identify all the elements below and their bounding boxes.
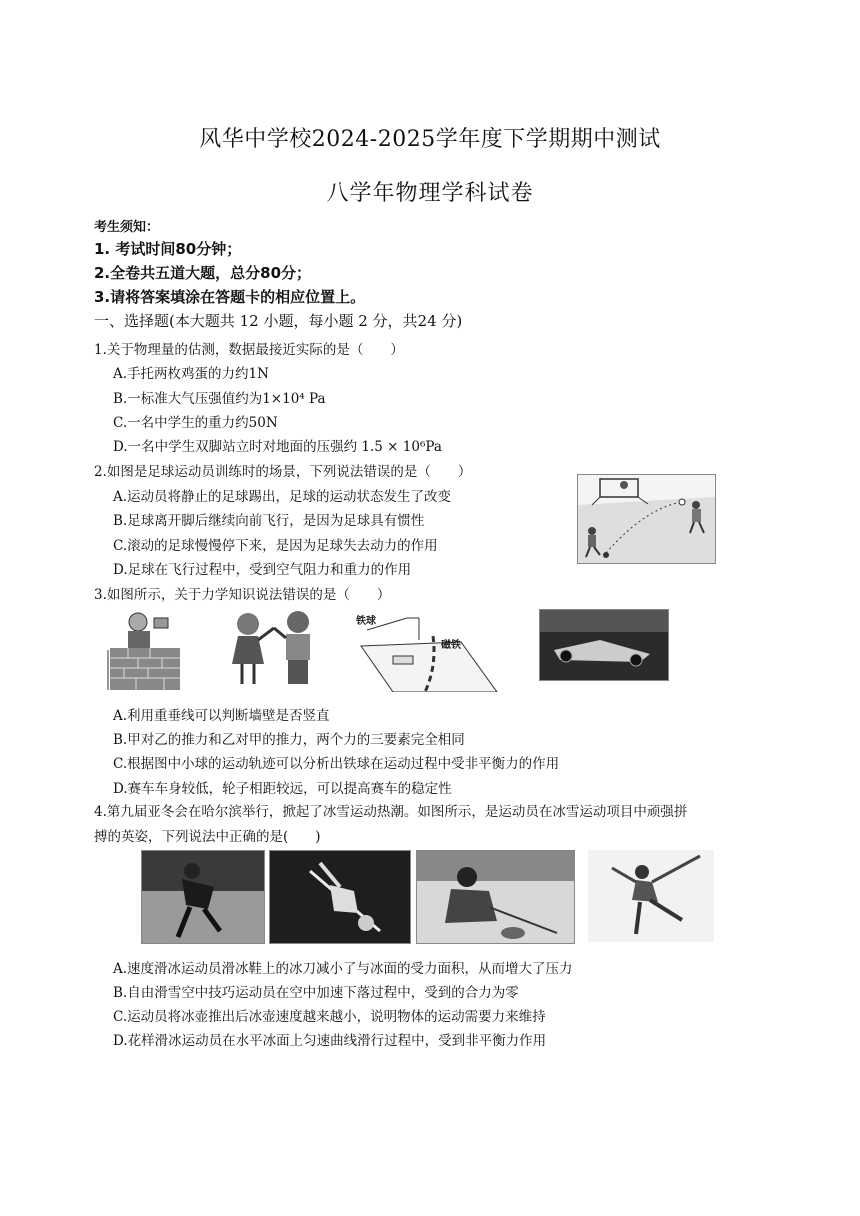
curling-photo: [416, 850, 575, 944]
plumb-line-wall-figure: [104, 606, 184, 692]
question-3-option-d: D.赛车车身较低，轮子相距较远，可以提高赛车的稳定性: [113, 781, 452, 797]
question-4-option-b: B.自由滑雪空中技巧运动员在空中加速下落过程中，受到的合力为零: [113, 985, 519, 1001]
figure-skating-photo: [588, 850, 714, 942]
section-title: 一、选择题(本大题共 12 小题，每小题 2 分，共24 分): [94, 312, 463, 330]
iron-ball-magnet-figure: [353, 606, 499, 692]
child-boy-icon: [274, 611, 310, 684]
question-2-option-d: D.足球在飞行过程中，受到空气阻力和重力的作用: [113, 562, 412, 578]
question-2-option-c: C.滚动的足球慢慢停下来，是因为足球失去动力的作用: [113, 538, 438, 554]
question-1-stem: 1.关于物理量的估测，数据最接近实际的是（ ）: [94, 342, 404, 358]
question-2-stem: 2.如图是足球运动员训练时的场景，下列说法错误的是（ ）: [94, 464, 472, 480]
race-car-icon: [554, 640, 650, 666]
school-title: 风华中学校2024-2025学年度下学期期中测试: [199, 127, 661, 152]
child-girl-icon: [232, 613, 274, 684]
figure-skater-icon: [612, 856, 700, 934]
football-training-figure: [577, 474, 716, 564]
magnet-label: 磁铁: [441, 640, 461, 651]
question-4-option-d: D.花样滑冰运动员在水平冰面上匀速曲线滑行过程中，受到非平衡力作用: [113, 1033, 547, 1049]
aerial-skiing-photo: [269, 850, 411, 944]
question-1-option-a: A.手托两枚鸡蛋的力约1N: [113, 366, 269, 382]
race-car-figure: [539, 609, 669, 681]
notice-item: 1. 考试时间80分钟；: [94, 240, 242, 258]
question-4-option-a: A.速度滑冰运动员滑冰鞋上的冰刀减小了与冰面的受力面积，从而增大了压力: [113, 961, 573, 977]
question-4-stem-line1: 4.第九届亚冬会在哈尔滨举行，掀起了冰雪运动热潮。如图所示，是运动员在冰雪运动项目中顽强拼: [94, 804, 688, 820]
question-1-option-d: D.一名中学生双脚站立时对地面的压强约 1.5 × 10⁶Pa: [113, 439, 442, 455]
question-2-option-b: B.足球离开脚后继续向前飞行，是因为足球具有惯性: [113, 513, 425, 529]
question-4-option-c: C.运动员将冰壶推出后冰壶速度越来越小，说明物体的运动需要力来维持: [113, 1009, 546, 1025]
notice-item: 3.请将答案填涂在答题卡的相应位置上。: [94, 288, 366, 306]
question-3-option-c: C.根据图中小球的运动轨迹可以分析出铁球在运动过程中受非平衡力的作用: [113, 756, 560, 772]
two-children-pushing-figure: [222, 606, 322, 692]
question-3-stem: 3.如图所示，关于力学知识说法错误的是（ ）: [94, 587, 391, 603]
speed-skating-photo: [141, 850, 265, 944]
question-3-option-a: A.利用重垂线可以判断墙壁是否竖直: [113, 708, 330, 724]
subject-title: 八学年物理学科试卷: [326, 181, 534, 206]
question-4-stem-line2: 搏的英姿，下列说法中正确的是( ): [94, 829, 321, 845]
aerial-skier-icon: [310, 863, 380, 931]
brick-wall-icon: [110, 648, 180, 690]
question-1-option-c: C.一名中学生的重力约50N: [113, 415, 278, 431]
iron-ball-label: 铁球: [356, 616, 376, 627]
question-2-option-a: A.运动员将静止的足球踢出，足球的运动状态发生了改变: [113, 489, 452, 505]
question-1-option-b: B.一标准大气压强值约为1×10⁴ Pa: [113, 391, 326, 407]
question-3-option-b: B.甲对乙的推力和乙对甲的推力，两个力的三要素完全相同: [113, 732, 465, 748]
notice-item: 2.全卷共五道大题，总分80分；: [94, 264, 312, 282]
worker-icon: [128, 613, 168, 648]
notice-heading: 考生须知：: [94, 220, 160, 235]
